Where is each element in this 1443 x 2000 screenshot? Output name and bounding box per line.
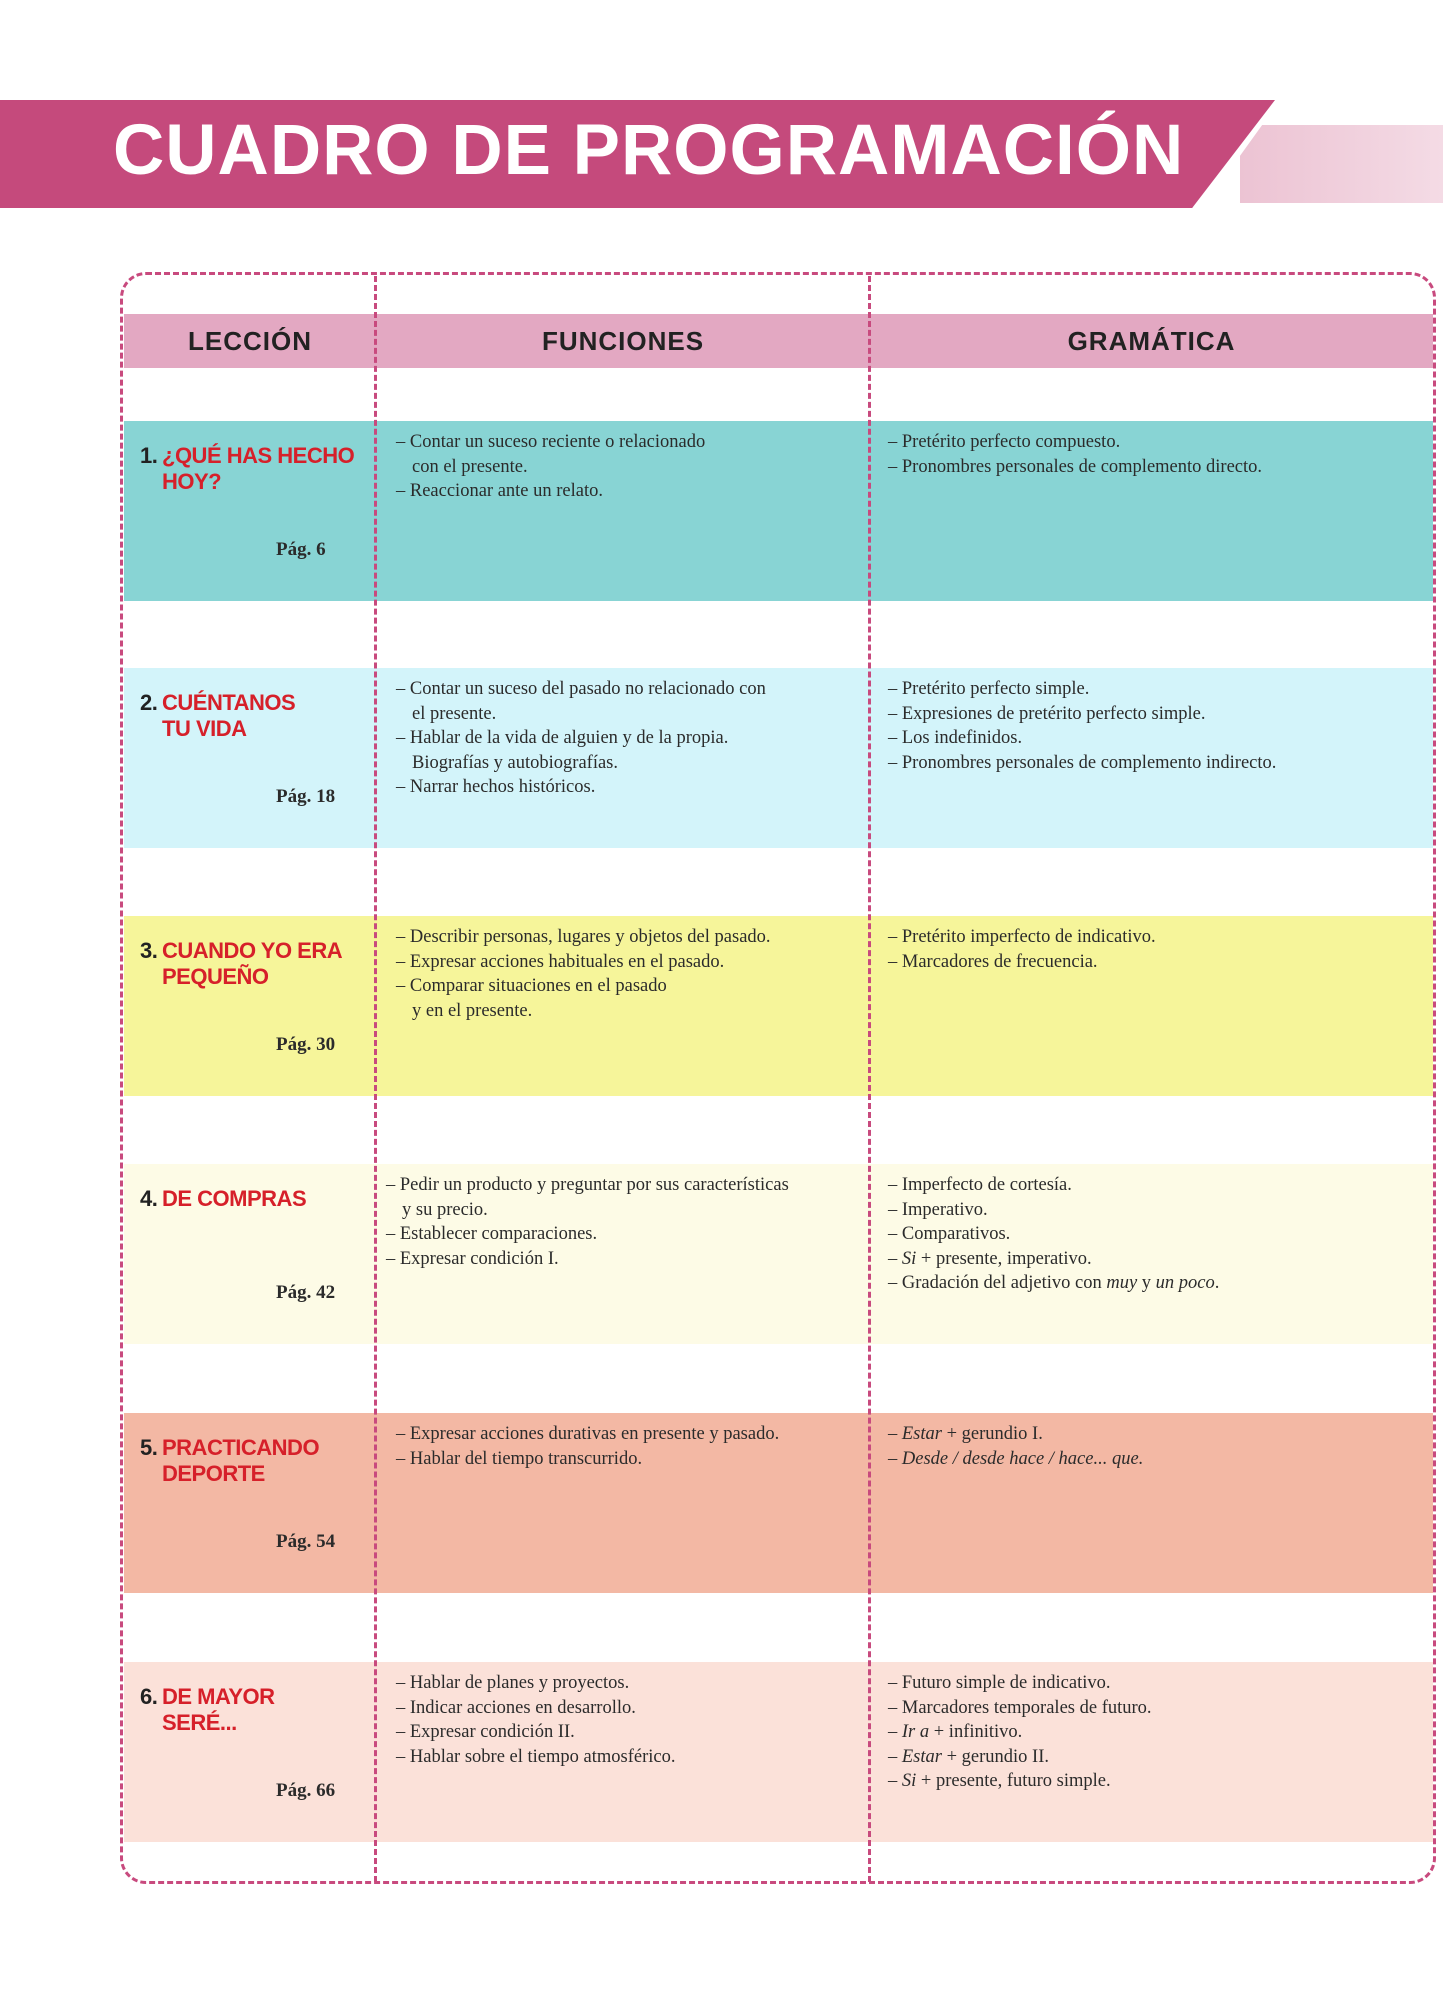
- lesson-name: HOY?: [162, 469, 222, 494]
- funcion-item: – Establecer comparaciones.: [386, 1222, 856, 1247]
- gramatica-item: – Ir a + infinitivo.: [888, 1720, 1428, 1745]
- italic-term: Ir a: [901, 1722, 930, 1742]
- funcion-item: – Expresar condición II.: [396, 1720, 866, 1745]
- lesson-page: Pág. 66: [276, 1780, 336, 1801]
- lesson-number: 5.: [140, 1435, 158, 1460]
- header-leccion: LECCIÓN: [188, 326, 312, 356]
- gramatica-item: – Si + presente, futuro simple.: [888, 1769, 1428, 1794]
- banner-tail: [1240, 125, 1443, 203]
- gramatica-item: – Pretérito perfecto simple.: [888, 677, 1428, 702]
- funcion-item: – Hablar de planes y proyectos.: [396, 1671, 866, 1696]
- gramatica-item: – Imperfecto de cortesía.: [888, 1173, 1428, 1198]
- gramatica-item: – Comparativos.: [888, 1222, 1428, 1247]
- gramatica-item: – Gradación del adjetivo con muy y un poco.: [888, 1271, 1428, 1296]
- lesson-name: ¿QUÉ HAS HECHO: [162, 443, 355, 468]
- italic-term: Desde / desde hace / hace... que.: [901, 1448, 1144, 1469]
- lesson-page: Pág. 30: [276, 1034, 336, 1055]
- italic-term: muy: [1106, 1273, 1138, 1293]
- funcion-item: – Narrar hechos históricos.: [396, 775, 866, 800]
- funcion-item: – Contar un suceso del pasado no relacionado con el presente.: [396, 677, 866, 726]
- gramatica-item: – Los indefinidos.: [888, 726, 1428, 751]
- gramatica-item: – Estar + gerundio II.: [888, 1745, 1428, 1770]
- funcion-item: – Comparar situaciones en el pasado y en el presente.: [396, 974, 866, 1023]
- funcion-item: – Hablar sobre el tiempo atmosférico.: [396, 1745, 866, 1770]
- lesson-page: Pág. 54: [276, 1531, 336, 1552]
- lesson-name: TU VIDA: [162, 716, 247, 741]
- gramatica-item: – Imperativo.: [888, 1198, 1428, 1223]
- gramatica-item: – Marcadores temporales de futuro.: [888, 1696, 1428, 1721]
- lesson-page: Pág. 18: [276, 786, 336, 807]
- italic-term: Estar: [901, 1746, 942, 1767]
- italic-term: Si: [901, 1248, 917, 1269]
- italic-term: Si: [901, 1771, 917, 1791]
- gramatica-item: – Pretérito perfecto compuesto.: [888, 430, 1428, 455]
- lesson-name: DE MAYOR: [162, 1684, 275, 1709]
- lesson-name: PEQUEÑO: [162, 964, 269, 989]
- italic-term: un poco: [1155, 1273, 1215, 1293]
- gramatica-item: – Pronombres personales de complemento indirecto.: [888, 751, 1428, 776]
- gramatica-item: – Pretérito imperfecto de indicativo.: [888, 925, 1428, 950]
- gramatica-item: – Expresiones de pretérito perfecto simple.: [888, 702, 1428, 727]
- gramatica-item: – Pronombres personales de complemento directo.: [888, 455, 1428, 480]
- header-funciones: FUNCIONES: [541, 326, 705, 356]
- funcion-item: – Describir personas, lugares y objetos del pasado.: [396, 925, 866, 950]
- funcion-item: – Expresar acciones durativas en presente y pasado.: [396, 1422, 866, 1447]
- lesson-number: 3.: [140, 938, 158, 963]
- lesson-page: Pág. 6: [276, 539, 326, 560]
- funcion-item: – Hablar del tiempo transcurrido.: [396, 1447, 866, 1472]
- lesson-name: SERÉ...: [162, 1710, 237, 1735]
- lesson-name: DE COMPRAS: [162, 1186, 307, 1211]
- column-divider: [374, 276, 377, 1882]
- funcion-item: – Pedir un producto y preguntar por sus características y su precio.: [386, 1173, 856, 1222]
- lesson-page: Pág. 42: [276, 1282, 336, 1303]
- funcion-item: – Hablar de la vida de alguien y de la propia. Biografías y autobiografías.: [396, 726, 866, 775]
- funcion-item: – Indicar acciones en desarrollo.: [396, 1696, 866, 1721]
- column-divider: [868, 276, 871, 1882]
- funcion-item: – Expresar acciones habituales en el pasado.: [396, 950, 866, 975]
- lesson-name: DEPORTE: [162, 1461, 265, 1486]
- gramatica-item: – Futuro simple de indicativo.: [888, 1671, 1428, 1696]
- table-frame: [120, 272, 1436, 1884]
- funcion-item: – Expresar condición I.: [386, 1247, 856, 1272]
- italic-term: Estar: [901, 1424, 942, 1444]
- header-gramatica: GRAMÁTICA: [1067, 326, 1236, 356]
- gramatica-item: – Si + presente, imperativo.: [888, 1247, 1428, 1272]
- page-title: CUADRO DE PROGRAMACIÓN: [113, 111, 1185, 190]
- lesson-number: 4.: [140, 1186, 158, 1211]
- lesson-number: 2.: [140, 690, 158, 715]
- funcion-item: – Reaccionar ante un relato.: [396, 479, 866, 504]
- funcion-item: – Contar un suceso reciente o relacionado con el presente.: [396, 430, 866, 479]
- gramatica-item: – Marcadores de frecuencia.: [888, 950, 1428, 975]
- lesson-name: PRACTICANDO: [162, 1435, 320, 1460]
- lesson-number: 6.: [140, 1684, 158, 1709]
- lesson-name: CUANDO YO ERA: [162, 938, 343, 963]
- lesson-name: CUÉNTANOS: [162, 690, 296, 715]
- gramatica-item: – Estar + gerundio I.: [888, 1422, 1428, 1447]
- lesson-number: 1.: [140, 443, 158, 468]
